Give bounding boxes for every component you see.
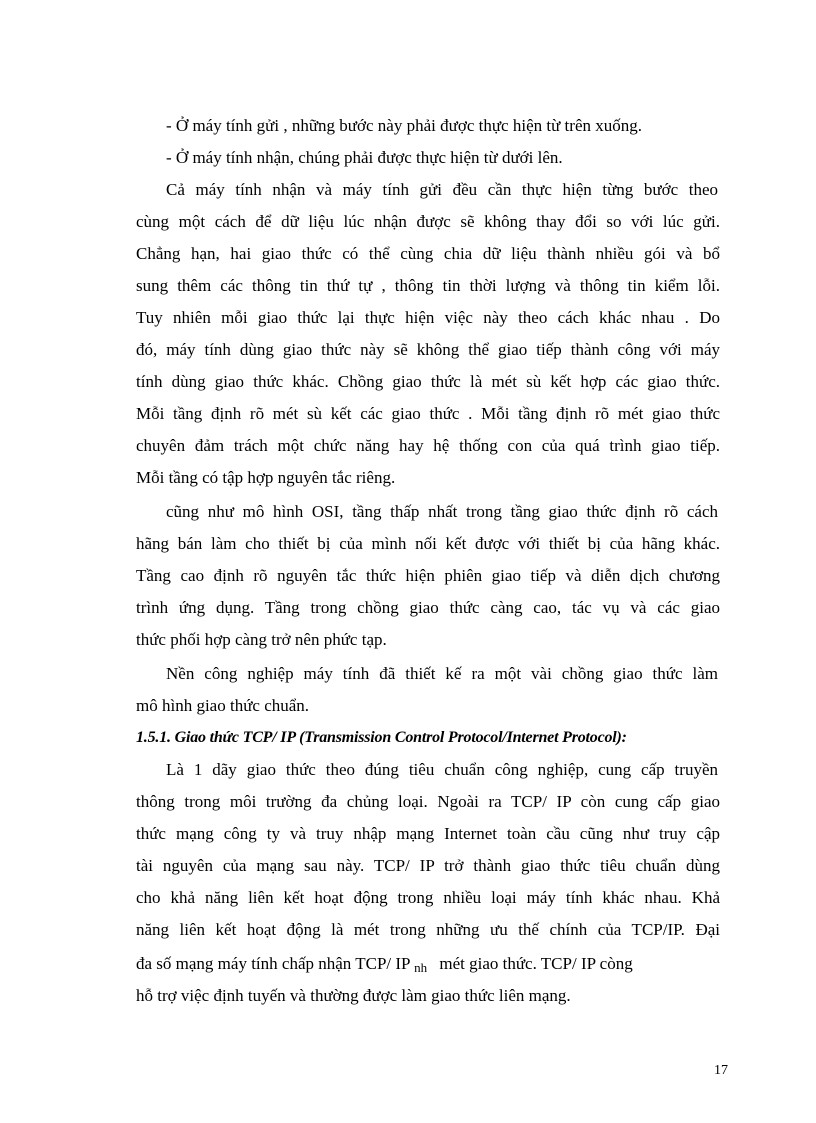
paragraph-3-line-2: mô hình giao thức chuẩn. (136, 696, 310, 715)
paragraph-4-line-4: tài nguyên của mạng sau này. TCP/ IP trở thành giao thức tiêu chuẩn dùng (136, 856, 720, 875)
paragraph-4-line-8: hỗ trợ việc định tuyến và thường được làm giao thức liên mạng. (136, 986, 571, 1005)
paragraph-3-line-1: Nền công nghiệp máy tính đã thiết kế ra một vài chồng giao thức làm (166, 664, 718, 683)
paragraph-1-line-1: Cả máy tính nhận và máy tính gửi đều cần thực hiện từng bước theo (166, 180, 718, 199)
paragraph-1-line-4: sung thêm các thông tin thứ tự , thông tin thời lượng và thông tin kiểm lỗi. (136, 276, 720, 295)
paragraph-1-line-8: Mỗi tầng định rõ mét sù kết các giao thức . Mỗi tầng định rõ mét giao thức (136, 404, 720, 423)
tcp-line-start: đa số mạng máy tính chấp nhận TCP/ IP (136, 954, 410, 973)
section-heading-tcp-ip: 1.5.1. Giao thức TCP/ IP (Transmission Control Protocol/Internet Protocol): (136, 729, 627, 746)
tcp-line-end: mét giao thức. TCP/ IP còng (439, 954, 633, 973)
paragraph-1-line-6: đó, máy tính dùng giao thức này sẽ không thể giao tiếp thành công với máy (136, 340, 720, 359)
paragraph-1-line-3: Chẳng hạn, hai giao thức có thể cùng chia dữ liệu thành nhiều gói và bổ (136, 244, 720, 263)
paragraph-1-line-5: Tuy nhiên mỗi giao thức lại thực hiện việc này theo cách khác nhau . Do (136, 308, 720, 327)
paragraph-2-line-4: trình ứng dụng. Tầng trong chồng giao thức càng cao, tác vụ và các giao (136, 598, 720, 617)
paragraph-4-line-5: cho khả năng liên kết hoạt động trong nhiều loại máy tính khác nhau. Khả (136, 888, 720, 907)
tcp-line-subscript: nh (414, 960, 428, 975)
paragraph-1-line-9: chuyên đảm trách một chức năng hay hệ thống con của quá trình giao tiếp. (136, 436, 720, 455)
paragraph-2-line-2: hãng bán làm cho thiết bị của mình nối kết được với thiết bị của hãng khác. (136, 534, 720, 553)
paragraph-4-line-6: năng liên kết hoạt động là mét trong những ưu thế chính của TCP/IP. Đại (136, 920, 720, 939)
paragraph-1-line-2: cùng một cách để dữ liệu lúc nhận được sẽ không thay đổi so với lúc gửi. (136, 212, 720, 231)
paragraph-1-line-7: tính dùng giao thức khác. Chồng giao thức là mét sù kết hợp các giao thức. (136, 372, 720, 391)
paragraph-4-line-1: Là 1 dãy giao thức theo đúng tiêu chuẩn công nghiệp, cung cấp truyền (166, 760, 718, 779)
page-number: 17 (714, 1063, 728, 1078)
bullet-sender: - Ở máy tính gửi , những bước này phải được thực hiện từ trên xuống. (166, 116, 642, 135)
paragraph-2-line-5: thức phối hợp càng trở nên phức tạp. (136, 630, 387, 649)
paragraph-2-line-1: cũng như mô hình OSI, tầng thấp nhất trong tầng giao thức định rõ cách (166, 502, 718, 521)
paragraph-1-line-10: Mỗi tầng có tập hợp nguyên tắc riêng. (136, 468, 396, 487)
paragraph-4-line-7 (136, 954, 720, 978)
paragraph-4-line-2: thông trong môi trường đa chủng loại. Ngoài ra TCP/ IP còn cung cấp giao (136, 792, 720, 811)
paragraph-4-line-3: thức mạng công ty và truy nhập mạng Internet toàn cầu cũng như truy cập (136, 824, 720, 843)
paragraph-2-line-3: Tầng cao định rõ nguyên tắc thức hiện phiên giao tiếp và diễn dịch chương (136, 566, 720, 585)
bullet-receiver: - Ở máy tính nhận, chúng phải được thực hiện từ dưới lên. (166, 148, 563, 167)
